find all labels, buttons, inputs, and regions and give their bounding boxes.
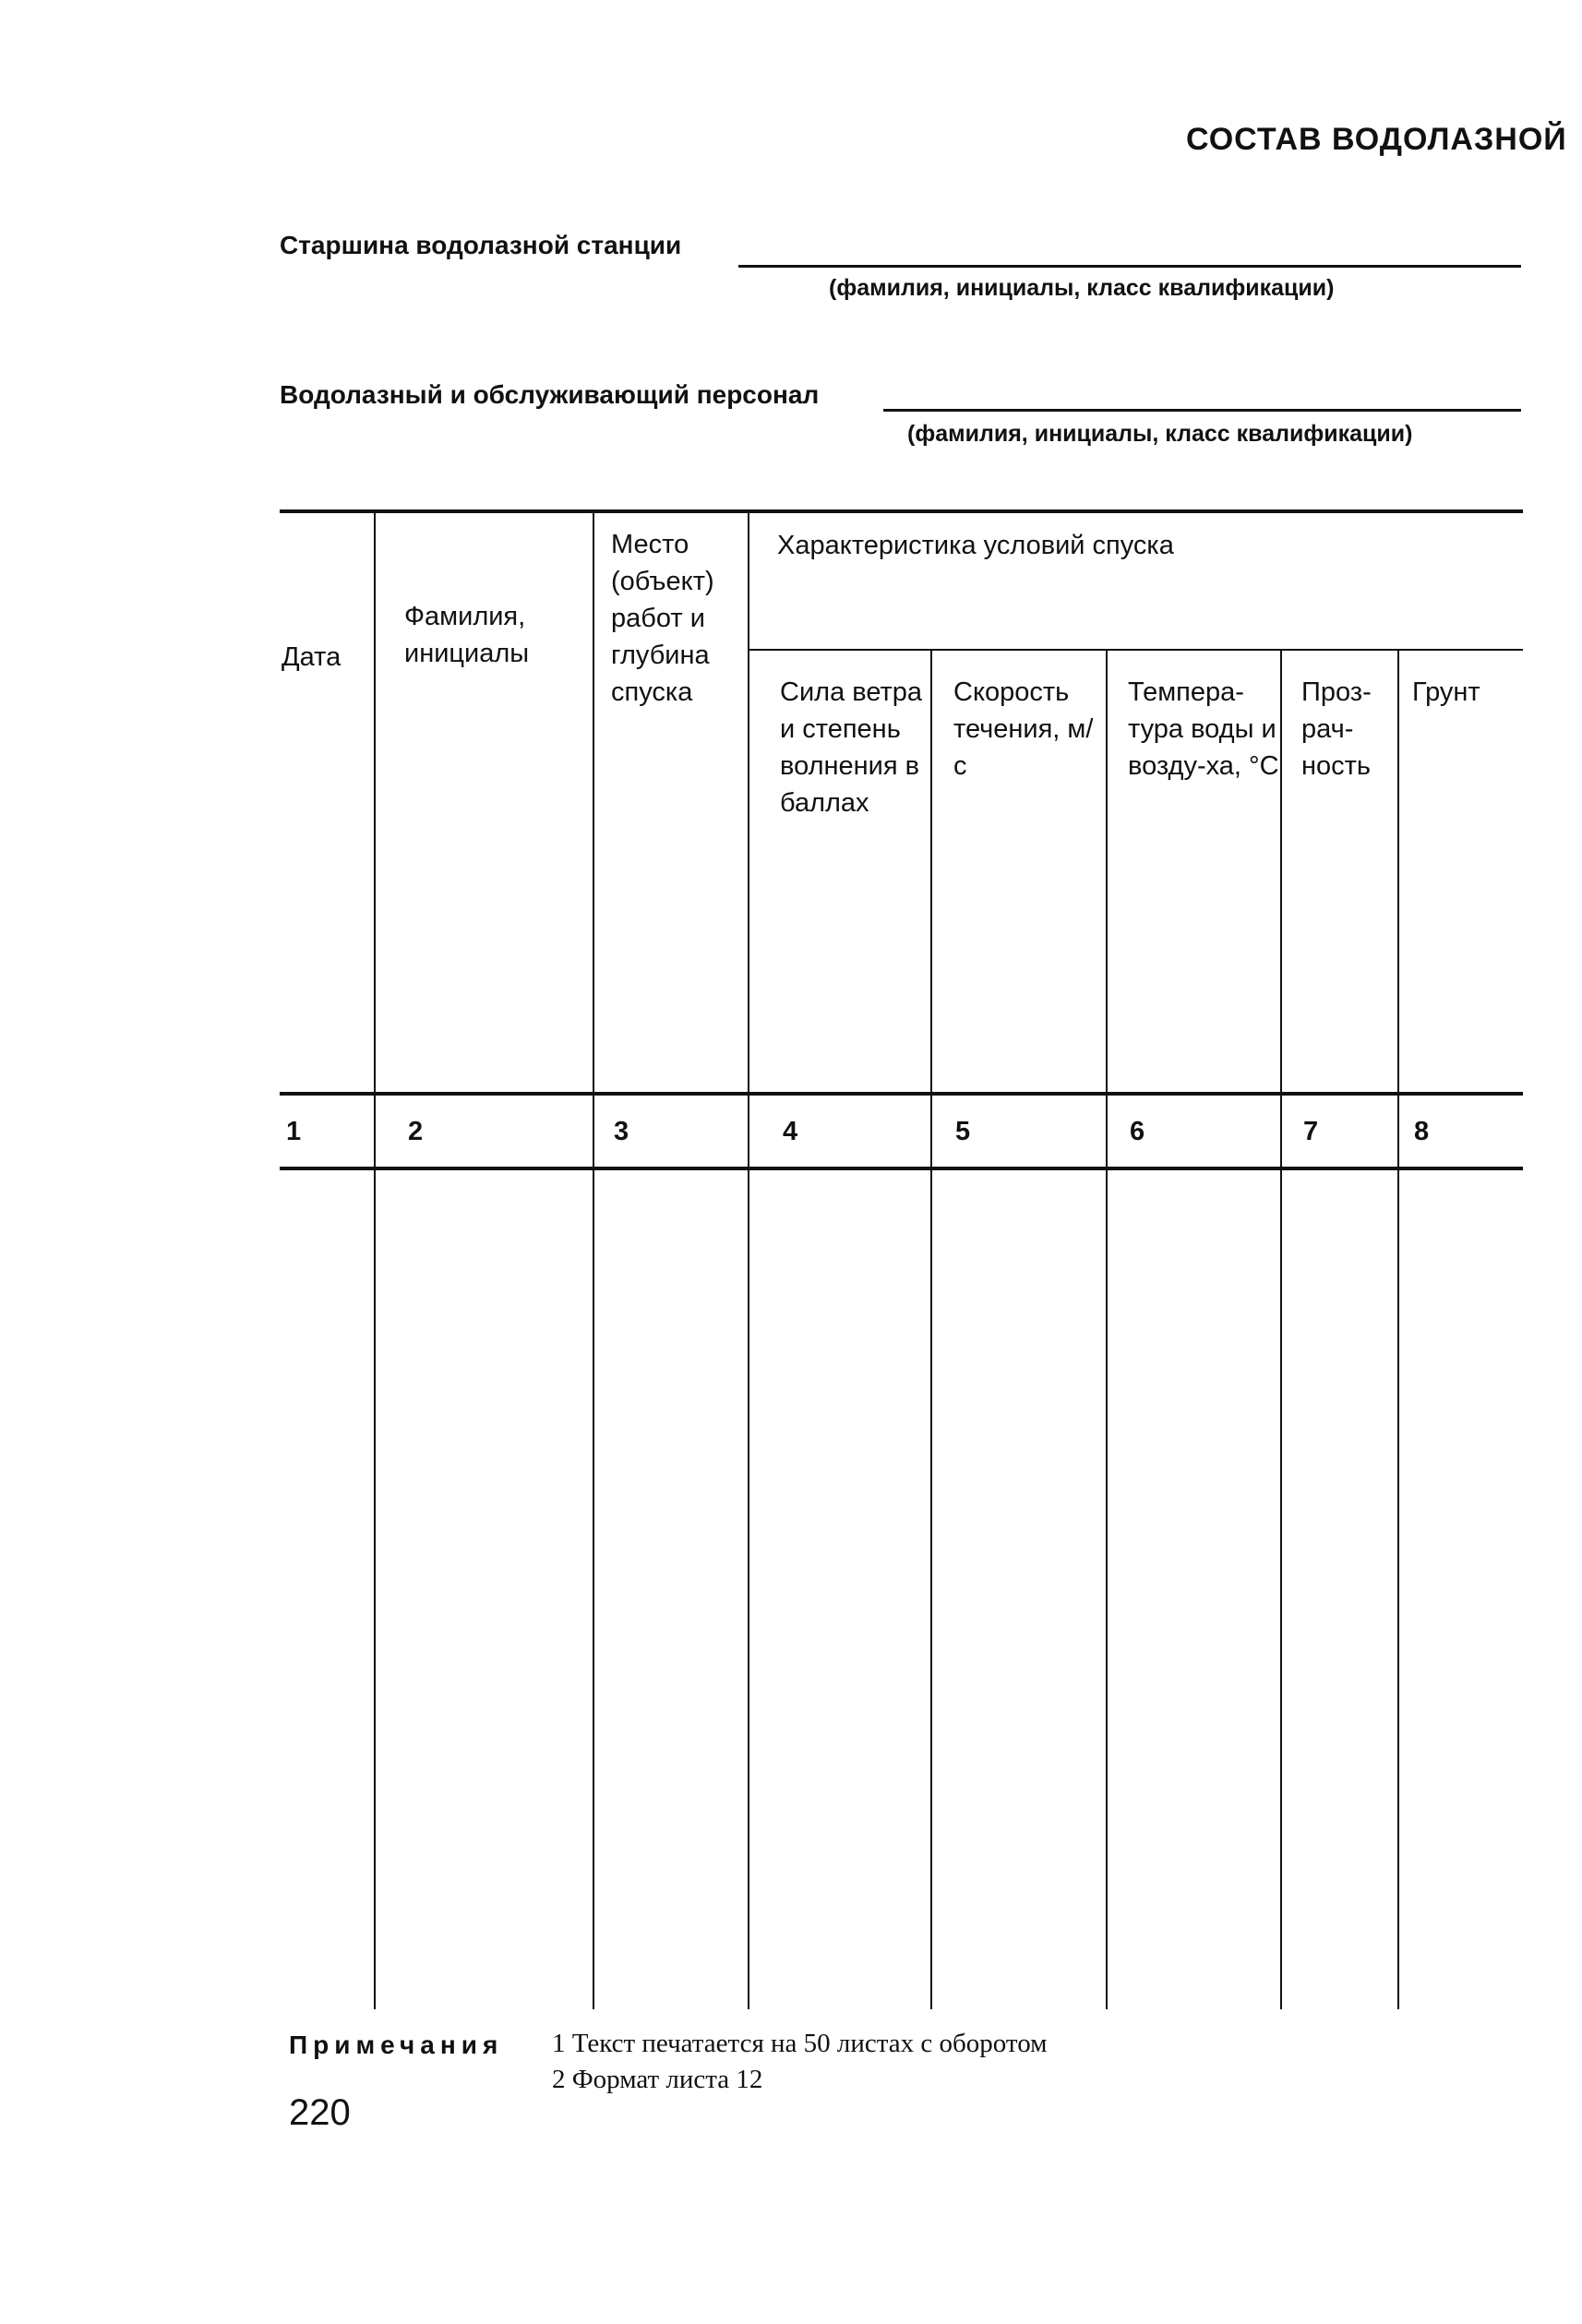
header-ground: Грунт (1412, 677, 1480, 707)
column-divider-3 (748, 509, 749, 2009)
column-divider-5 (1106, 649, 1108, 2009)
header-date: Дата (282, 642, 342, 672)
foreman-hint: (фамилия, инициалы, класс квалификации) (829, 275, 1335, 301)
column-number-3: 3 (614, 1117, 629, 1146)
header-temperature: Темпера-тура воды и возду-ха, °С (1128, 677, 1279, 781)
header-current: Скорость течения, м/с (953, 677, 1094, 781)
note-item-1: 1 Текст печатается на 50 листах с оборотом (552, 2029, 1048, 2058)
header-transparency: Проз-рач-ность (1301, 677, 1372, 781)
numbers-row-bottom-border (280, 1167, 1523, 1170)
header-bottom-border (280, 1092, 1523, 1096)
page-number: 220 (289, 2092, 351, 2133)
column-number-7: 7 (1303, 1117, 1319, 1146)
table-top-border (280, 509, 1523, 513)
note-item-2: 2 Формат листа 12 (552, 2065, 763, 2094)
personnel-hint: (фамилия, инициалы, класс квалификации) (907, 421, 1413, 447)
header-place: Место (объект) работ и глубина спуска (611, 530, 714, 707)
column-number-2: 2 (408, 1117, 424, 1146)
notes-label: Примечания (289, 2031, 504, 2059)
header-conditions: Характеристика условий спуска (777, 531, 1174, 560)
personnel-label: Водолазный и обслуживающий персонал (280, 380, 820, 409)
column-number-1: 1 (286, 1117, 302, 1146)
column-number-4: 4 (783, 1117, 798, 1146)
personnel-underline (883, 409, 1521, 412)
column-number-8: 8 (1414, 1117, 1430, 1146)
column-divider-6 (1280, 649, 1282, 2009)
column-number-5: 5 (955, 1117, 971, 1146)
page-heading: СОСТАВ ВОДОЛАЗНОЙ (1186, 122, 1567, 157)
header-wind: Сила ветра и степень волнения в баллах (780, 677, 923, 818)
conditions-subheader-line (748, 649, 1523, 651)
column-number-6: 6 (1130, 1117, 1145, 1146)
column-divider-7 (1397, 649, 1399, 2009)
column-divider-1 (374, 509, 376, 2009)
foreman-label: Старшина водолазной станции (280, 231, 682, 259)
foreman-underline (738, 265, 1521, 268)
column-divider-4 (930, 649, 932, 2009)
header-name: Фамилия, инициалы (404, 602, 530, 668)
column-divider-2 (593, 509, 594, 2009)
